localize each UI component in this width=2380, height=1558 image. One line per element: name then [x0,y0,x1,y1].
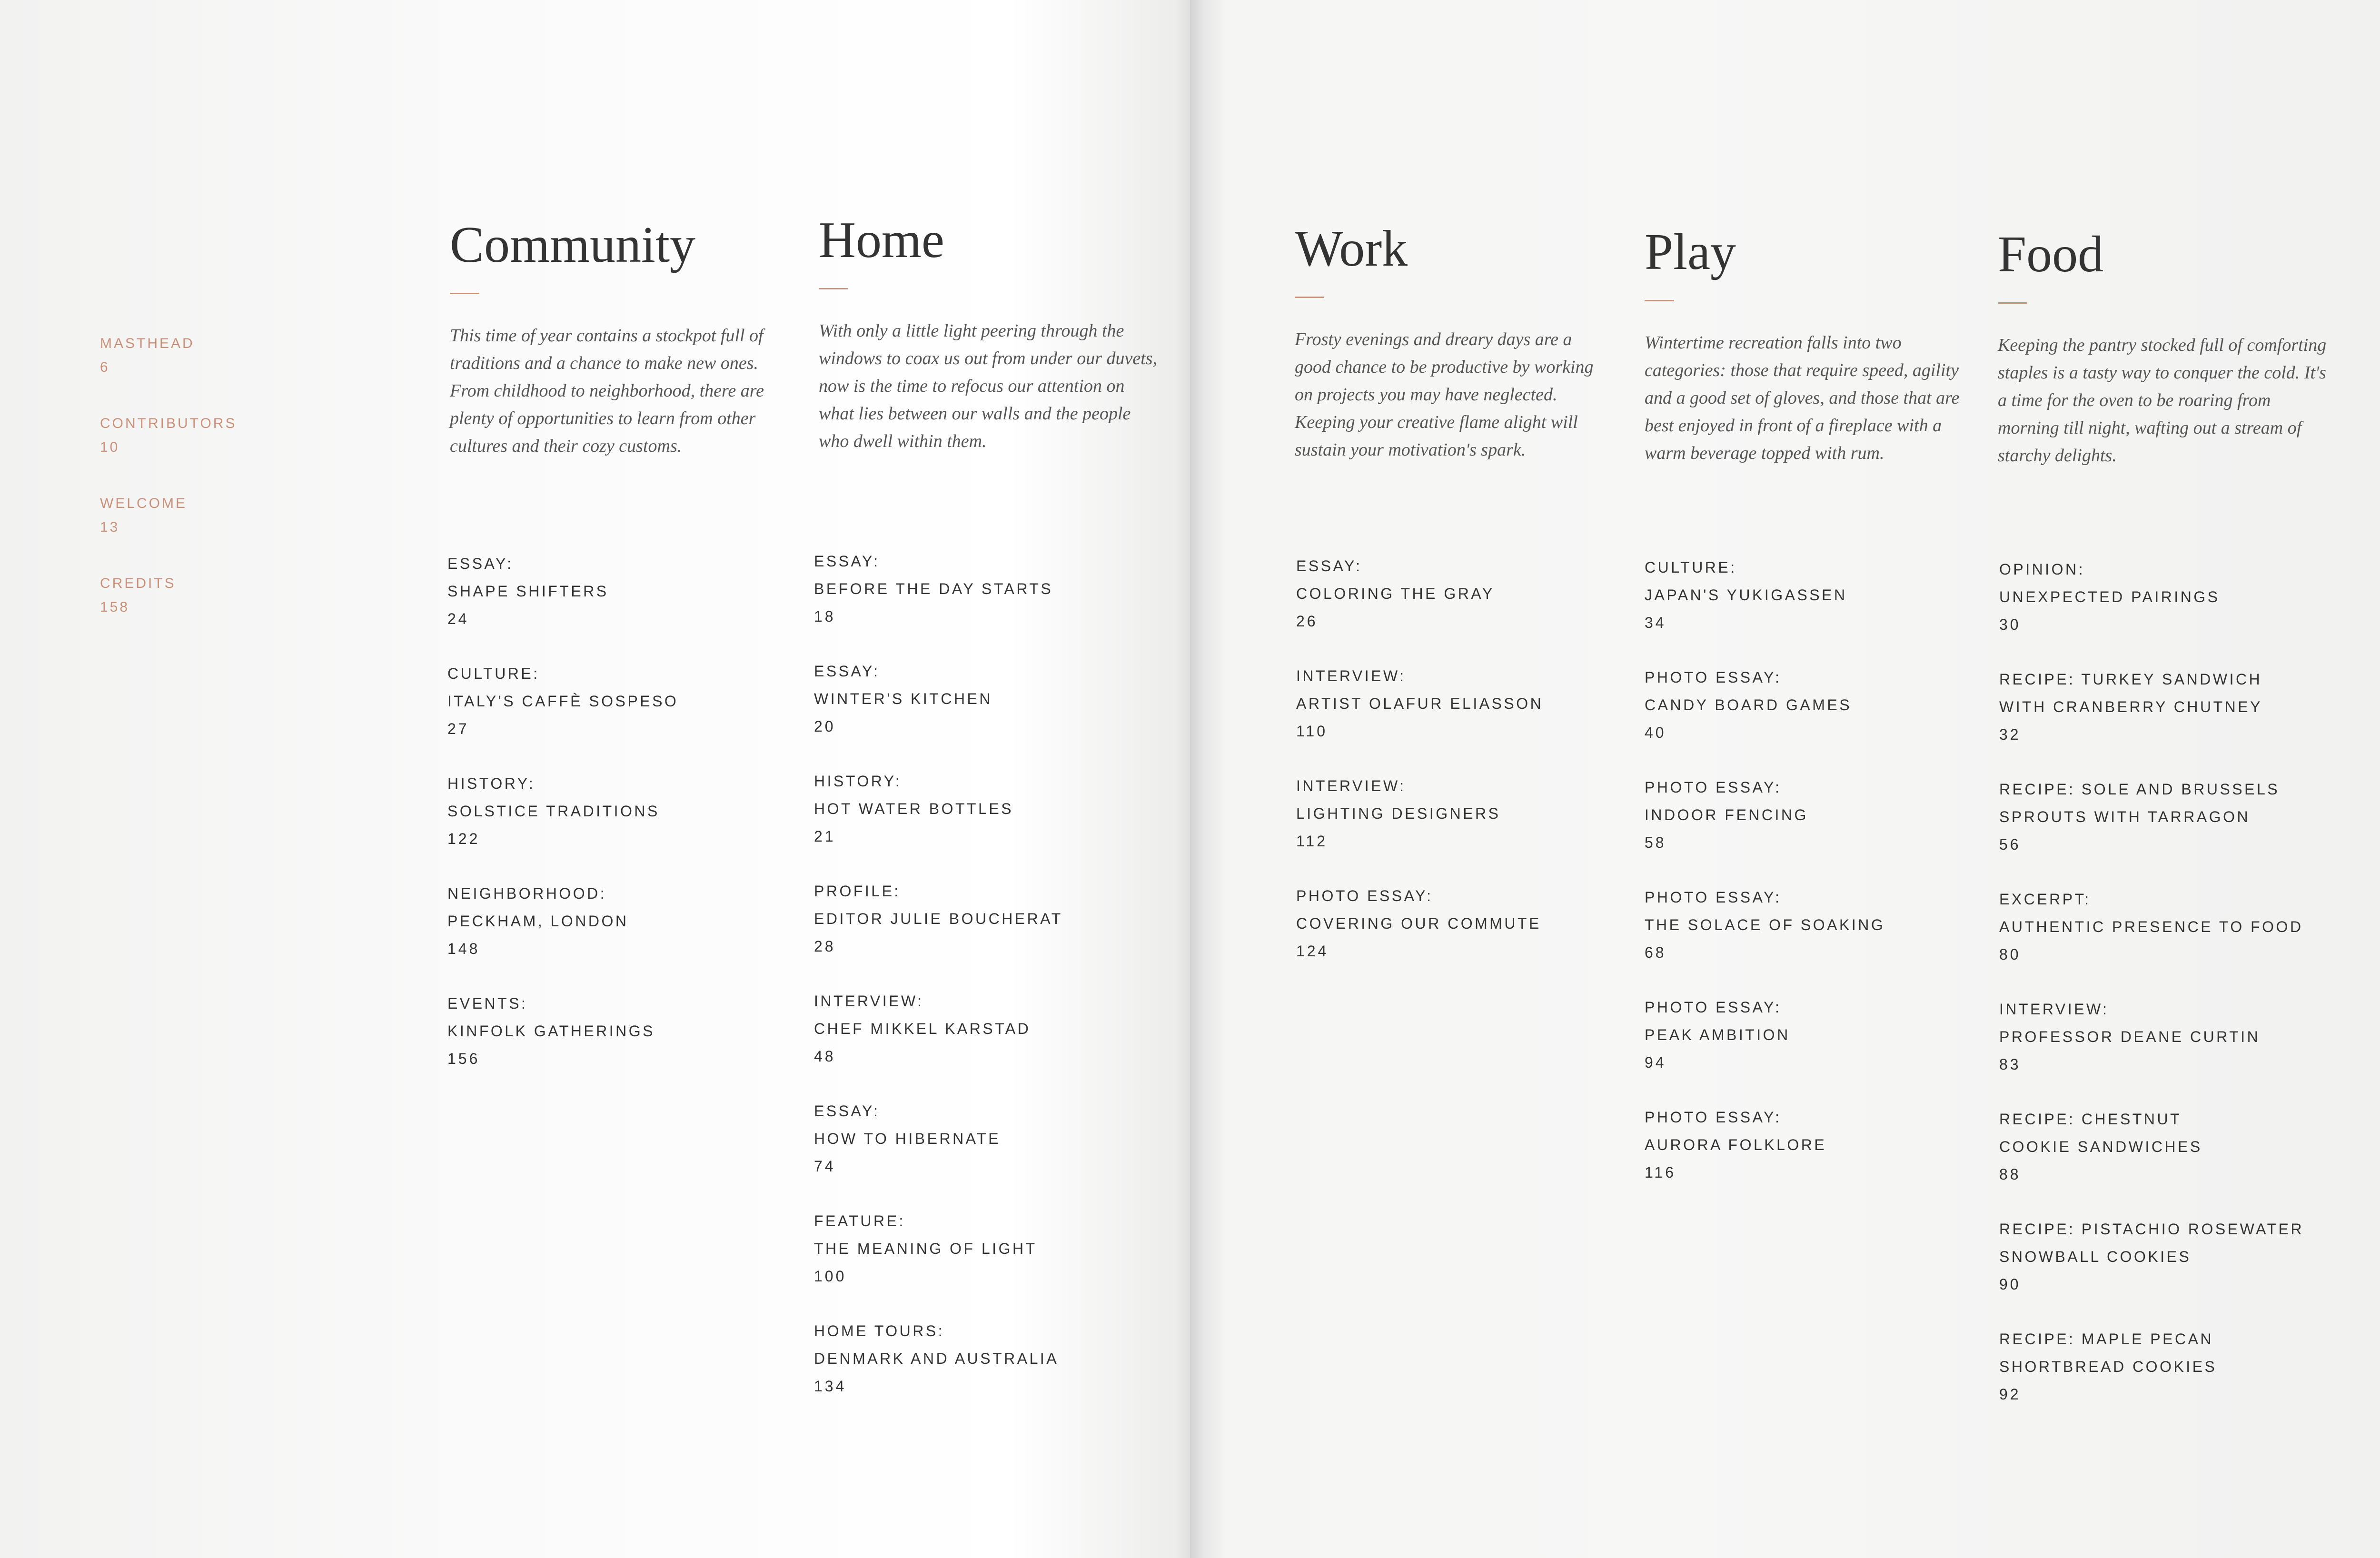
entry-title: SHORTBREAD COOKIES [1999,1358,2217,1375]
section-title: Community [450,217,696,273]
entry-category: PHOTO ESSAY: [1645,779,1782,796]
toc-entry[interactable] [1296,662,1639,745]
toc-entry[interactable] [1296,772,1639,855]
entry-page: 20 [814,718,836,735]
entry-title: LIGHTING DESIGNERS [1296,805,1501,822]
entry-title: THE MEANING OF LIGHT [814,1240,1037,1257]
entry-title: UNEXPECTED PAIRINGS [1999,588,2220,605]
section-title: Food [1998,226,2104,283]
section-intro: With only a little light peering through the windows to coax us out from under our duvets, now is the time to refocus our attention on what lies between our walls and the people who dwell within them. [819,321,1158,451]
play-entries [1645,554,1987,1213]
entry-page: 68 [1645,944,1666,961]
entry-category: RECIPE: MAPLE PECAN [1999,1330,2214,1348]
entry-category: ESSAY: [447,555,514,572]
toc-entry[interactable] [447,660,790,743]
toc-entry[interactable] [1645,554,1987,636]
entry-title: CHEF MIKKEL KARSTAD [814,1020,1031,1037]
toc-entry[interactable] [1999,1105,2342,1188]
entry-category: OPINION: [1999,561,2085,578]
entry-title: COVERING OUR COMMUTE [1296,915,1541,932]
section-title: Work [1295,220,1408,277]
entry-page: 34 [1645,614,1666,631]
work-entries [1296,552,1639,992]
toc-entry[interactable] [1999,995,2342,1078]
front-matter-list [100,333,290,653]
entry-page: 74 [814,1158,836,1175]
toc-entry[interactable] [447,990,790,1072]
front-matter-page: 13 [100,519,120,535]
entry-category: PHOTO ESSAY: [1645,999,1782,1016]
entry-title: ARTIST OLAFUR ELIASSON [1296,695,1544,712]
entry-page: 21 [814,828,836,845]
entry-category: PHOTO ESSAY: [1645,669,1782,686]
entry-page: 88 [1999,1166,2021,1183]
toc-entry[interactable] [1645,774,1987,856]
section-play [1645,224,1987,467]
entry-title: AUTHENTIC PRESENCE TO FOOD [1999,918,2303,935]
entry-title: WINTER'S KITCHEN [814,690,992,707]
entry-page: 18 [814,608,836,625]
front-matter-item[interactable] [100,493,290,541]
section-intro: Wintertime recreation falls into two categories: those that require speed, agility and a good set of gloves, and those that are best enjoyed in front of a fireplace with a warm beverage topped with rum. [1645,333,1960,463]
entry-category: INTERVIEW: [1296,667,1406,685]
section-community [450,217,793,460]
entry-title: EDITOR JULIE BOUCHERAT [814,910,1063,927]
front-matter-page: 10 [100,439,120,455]
entry-title: HOT WATER BOTTLES [814,800,1014,817]
title-rule [450,293,479,294]
entry-page: 27 [447,720,469,737]
section-intro: Frosty evenings and dreary days are a good chance to be productive by working on projects you may have neglected. Keeping your creative flame alight will sustain your motivation's spark. [1295,329,1594,460]
toc-entry[interactable] [1296,552,1639,635]
front-matter-label: WELCOME [100,496,188,511]
toc-entry[interactable] [1999,556,2342,638]
entry-category: HOME TOURS: [814,1322,945,1340]
entry-page: 56 [1999,836,2021,853]
entry-title: COOKIE SANDWICHES [1999,1138,2202,1155]
section-food [1998,226,2340,469]
toc-entry[interactable] [1999,775,2342,858]
section-intro: Keeping the pantry stocked full of comforting staples is a tasty way to conquer the cold. It's a time for the oven to be roaring from morning till night, wafting out a stream of starchy delights. [1998,335,2327,466]
entry-category: HISTORY: [447,775,536,792]
entry-page: 28 [814,938,836,955]
entry-page: 26 [1296,613,1318,630]
toc-entry[interactable] [1296,882,1639,965]
toc-entry[interactable] [1645,993,1987,1076]
entry-category: ESSAY: [814,553,880,570]
entry-title: PEAK AMBITION [1645,1026,1790,1043]
entry-title: SOLSTICE TRADITIONS [447,803,660,820]
toc-entry[interactable] [1999,1325,2342,1408]
toc-entry[interactable] [1645,883,1987,966]
front-matter-label: CREDITS [100,576,176,591]
entry-category: FEATURE: [814,1212,905,1230]
entry-page: 110 [1296,723,1328,740]
entry-page: 124 [1296,943,1329,960]
entry-category: CULTURE: [1645,559,1737,576]
entry-page: 92 [1999,1386,2021,1403]
entry-category: RECIPE: PISTACHIO ROSEWATER [1999,1221,2304,1238]
front-matter-page: 158 [100,599,130,615]
entry-category: PROFILE: [814,883,901,900]
entry-title: ITALY'S CAFFÈ SOSPESO [447,693,679,710]
entry-page: 30 [1999,616,2021,633]
front-matter-item[interactable] [100,333,290,381]
entry-title: SHAPE SHIFTERS [447,583,609,600]
entry-title: DENMARK AND AUSTRALIA [814,1350,1059,1367]
toc-entry[interactable] [814,547,1157,630]
entry-page: 80 [1999,946,2021,963]
entry-category: EXCERPT: [1999,891,2091,908]
entry-category: NEIGHBORHOOD: [447,885,607,902]
entry-page: 40 [1645,724,1666,741]
entry-title: SNOWBALL COOKIES [1999,1248,2192,1265]
entry-category: ESSAY: [814,663,880,680]
home-entries [814,547,1157,1427]
toc-entry[interactable] [814,657,1157,740]
community-entries [447,550,790,1100]
entry-category: RECIPE: SOLE AND BRUSSELS [1999,781,2280,798]
entry-page: 112 [1296,833,1328,850]
entry-page: 148 [447,940,480,957]
front-matter-page: 6 [100,359,110,375]
entry-category: RECIPE: TURKEY SANDWICH [1999,671,2262,688]
title-rule [1295,297,1324,298]
entry-title: HOW TO HIBERNATE [814,1130,1001,1147]
section-title: Play [1645,224,1736,280]
entry-title: KINFOLK GATHERINGS [447,1022,655,1040]
entry-page: 100 [814,1268,847,1285]
entry-title: PECKHAM, LONDON [447,913,629,930]
front-matter-label: CONTRIBUTORS [100,416,237,431]
toc-entry[interactable] [814,1317,1157,1400]
entry-category: INTERVIEW: [814,992,924,1010]
toc-entry[interactable] [447,550,790,633]
entry-title: THE SOLACE OF SOAKING [1645,916,1885,933]
section-title: Home [819,212,944,268]
entry-page: 134 [814,1378,847,1395]
entry-title: JAPAN'S YUKIGASSEN [1645,586,1847,604]
front-matter-label: MASTHEAD [100,336,195,351]
entry-category: PHOTO ESSAY: [1645,1109,1782,1126]
toc-entry[interactable] [1999,665,2342,748]
entry-title: INDOOR FENCING [1645,806,1808,824]
toc-entry[interactable] [1999,885,2342,968]
toc-entry[interactable] [1645,664,1987,746]
entry-category: PHOTO ESSAY: [1645,889,1782,906]
entry-category: HISTORY: [814,773,902,790]
entry-page: 94 [1645,1054,1666,1071]
food-entries [1999,556,2342,1435]
front-matter-item[interactable] [100,413,290,461]
entry-category: ESSAY: [1296,557,1362,575]
toc-entry[interactable] [1645,1103,1987,1186]
section-work [1295,220,1637,464]
entry-title: WITH CRANBERRY CHUTNEY [1999,698,2262,715]
entry-page: 90 [1999,1276,2021,1293]
toc-entry[interactable] [814,1097,1157,1180]
entry-page: 24 [447,610,469,627]
entry-category: EVENTS: [447,995,528,1012]
entry-page: 83 [1999,1056,2021,1073]
entry-category: CULTURE: [447,665,540,682]
toc-entry[interactable] [1999,1215,2342,1298]
entry-title: AURORA FOLKLORE [1645,1136,1827,1153]
entry-page: 58 [1645,834,1666,851]
entry-title: CANDY BOARD GAMES [1645,696,1852,714]
entry-page: 32 [1999,726,2021,743]
entry-category: INTERVIEW: [1999,1001,2109,1018]
entry-title: COLORING THE GRAY [1296,585,1495,602]
toc-entry[interactable] [447,770,790,853]
entry-category: PHOTO ESSAY: [1296,887,1433,904]
entry-page: 156 [447,1050,480,1067]
entry-page: 116 [1645,1164,1676,1181]
entry-category: ESSAY: [814,1102,880,1120]
entry-title: PROFESSOR DEANE CURTIN [1999,1028,2261,1045]
entry-category: RECIPE: CHESTNUT [1999,1111,2182,1128]
toc-entry[interactable] [814,987,1157,1070]
entry-title: BEFORE THE DAY STARTS [814,580,1053,597]
page-gutter [1176,0,1204,1558]
entry-page: 48 [814,1048,836,1065]
toc-entry[interactable] [814,1207,1157,1290]
show-through-print [1847,67,1993,233]
section-intro: This time of year contains a stockpot full of traditions and a chance to make new ones. From childhood to neighborhood, there are plenty of opportunities to learn from other cultures and their cozy customs. [450,326,764,456]
entry-page: 122 [447,830,480,847]
title-rule [1645,300,1674,301]
front-matter-item[interactable] [100,573,290,621]
title-rule [819,288,848,289]
toc-entry[interactable] [814,767,1157,850]
entry-title: SPROUTS WITH TARRAGON [1999,808,2251,825]
section-home [819,212,1161,455]
title-rule [1998,302,2027,304]
toc-entry[interactable] [814,877,1157,960]
entry-category: INTERVIEW: [1296,777,1406,794]
toc-entry[interactable] [447,880,790,963]
